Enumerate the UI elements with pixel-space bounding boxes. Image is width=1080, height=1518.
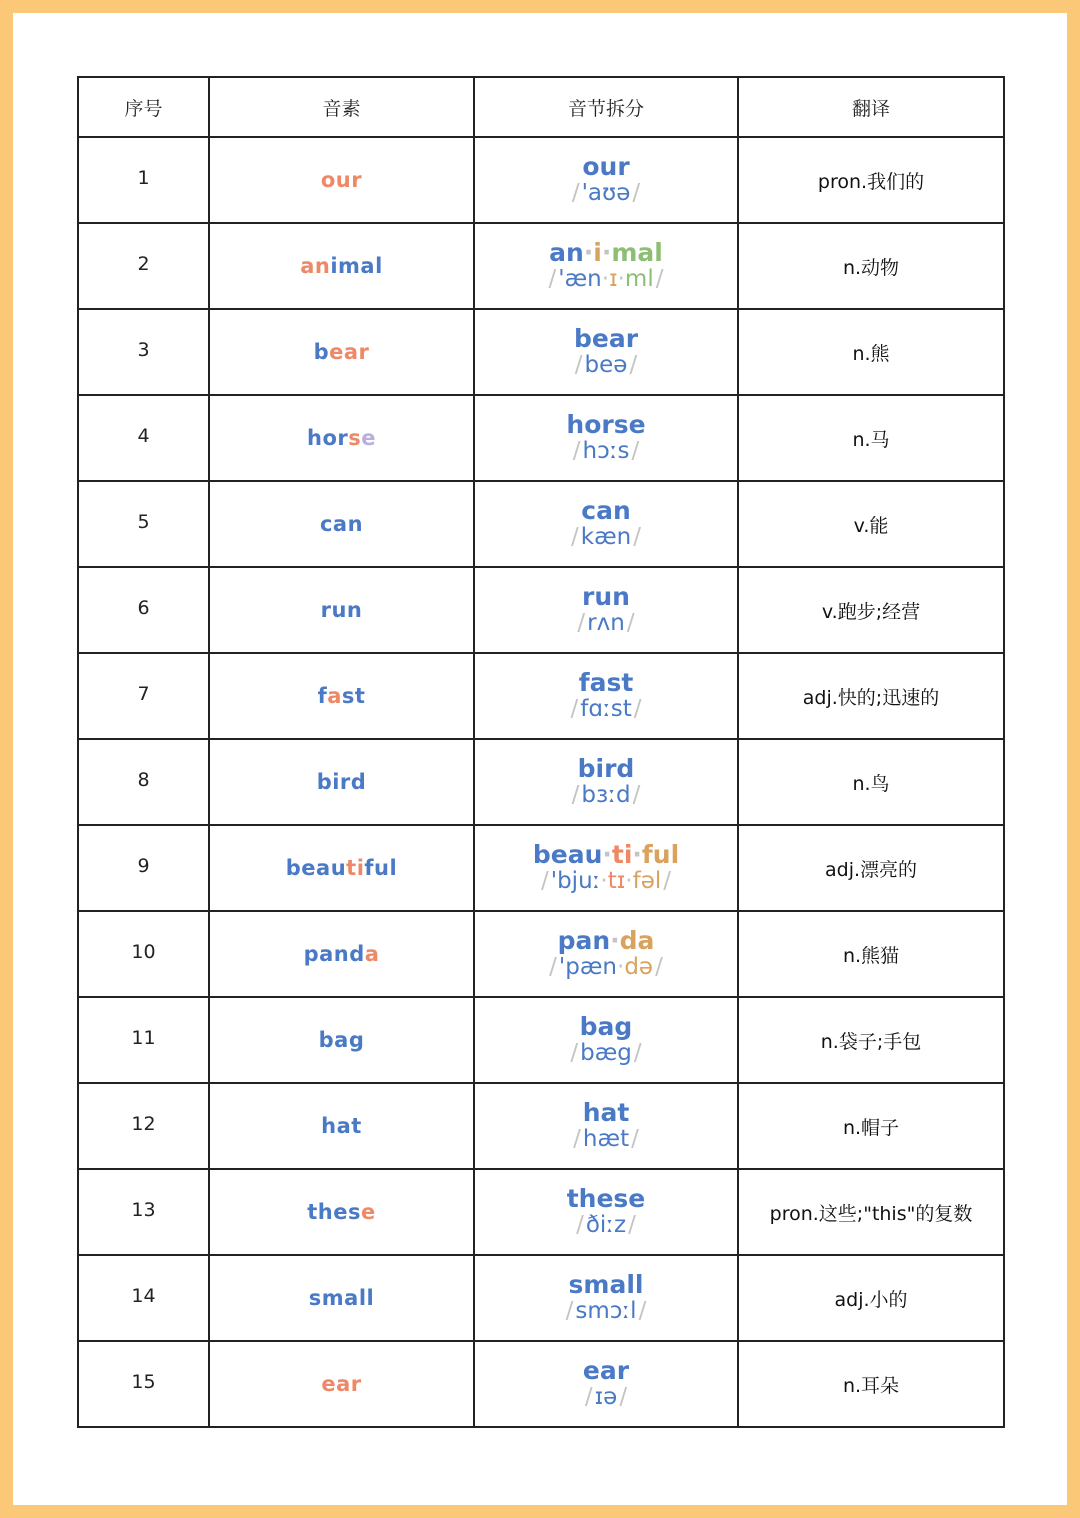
ipa-segment: smɔːl: [575, 1298, 637, 1325]
index-cell: [78, 997, 209, 1083]
ipa-slash: /: [628, 1212, 636, 1239]
syllable-split: [475, 1099, 737, 1153]
phoneme-segment: beau: [285, 856, 347, 880]
ipa-segment: ɪə: [594, 1384, 618, 1411]
phoneme-segment: a: [327, 684, 342, 708]
ipa-segment: ·: [617, 954, 625, 981]
table-row: [78, 653, 1004, 739]
syllable-cell: [474, 137, 738, 223]
ipa-segment: ðiːz: [585, 1212, 627, 1239]
phoneme-word: [317, 770, 367, 794]
syllable-segment: fast: [578, 668, 634, 698]
syllable-word: [475, 325, 737, 353]
row-number: 9: [137, 855, 150, 877]
row-number: 4: [137, 425, 150, 447]
row-number: 7: [137, 683, 150, 705]
ipa-segment: ɪ: [609, 266, 618, 293]
syllable-segment: ·: [601, 238, 612, 268]
syllable-split: [475, 841, 737, 895]
phonetic-transcription: [475, 1213, 737, 1239]
translation-cell: [738, 1341, 1004, 1427]
phoneme-segment: st: [341, 684, 366, 708]
phonetic-transcription: [475, 611, 737, 637]
table-row: [78, 309, 1004, 395]
ipa-slash: /: [570, 696, 579, 723]
syllable-cell: [474, 1169, 738, 1255]
syllable-segment: ful: [641, 840, 680, 870]
index-cell: [78, 825, 209, 911]
syllable-split: [475, 1271, 737, 1325]
syllable-word: [475, 239, 737, 267]
phoneme-word: [321, 1114, 362, 1138]
ipa-slash: /: [584, 1384, 593, 1411]
phoneme-word: [314, 340, 370, 364]
syllable-cell: [474, 653, 738, 739]
phoneme-word: [320, 512, 363, 536]
header-index: 序号: [78, 77, 209, 137]
phoneme-cell: [209, 1255, 474, 1341]
syllable-split: [475, 755, 737, 809]
header-translation: 翻译: [738, 77, 1004, 137]
ipa-slash: /: [565, 1298, 574, 1325]
syllable-cell: [474, 739, 738, 825]
syllable-segment: an: [549, 238, 584, 268]
row-number: 10: [131, 941, 156, 963]
ipa-segment: tɪ: [607, 868, 626, 895]
index-cell: [78, 1083, 209, 1169]
phoneme-cell: [209, 223, 474, 309]
ipa-segment: beə: [584, 352, 628, 379]
phoneme-segment: bag: [318, 1028, 365, 1052]
syllable-split: [475, 239, 737, 293]
ipa-segment: rʌn: [587, 610, 625, 637]
ipa-segment: 'bjuː: [550, 868, 601, 895]
phoneme-segment: small: [308, 1286, 375, 1310]
translation-text: n.熊猫: [842, 944, 900, 967]
phoneme-segment: an: [300, 254, 331, 278]
syllable-cell: [474, 309, 738, 395]
phonetic-transcription: [475, 267, 737, 293]
phonetic-transcription: [475, 955, 737, 981]
phoneme-cell: [209, 825, 474, 911]
index-cell: [78, 395, 209, 481]
syllable-segment: bird: [577, 754, 635, 784]
translation-text: n.熊: [852, 342, 890, 365]
row-number: 15: [131, 1371, 156, 1393]
phoneme-segment: f: [317, 684, 328, 708]
phonetic-transcription: [475, 439, 737, 465]
translation-text: n.鸟: [852, 772, 890, 795]
phoneme-segment: bird: [316, 770, 367, 794]
index-cell: [78, 567, 209, 653]
ipa-segment: kæn: [580, 524, 632, 551]
ipa-slash: /: [570, 1040, 579, 1067]
translation-text: pron.这些;"this"的复数: [769, 1202, 973, 1225]
syllable-segment: ·: [610, 926, 620, 956]
row-number: 2: [137, 253, 150, 275]
translation-text: pron.我们的: [817, 170, 925, 193]
index-cell: [78, 911, 209, 997]
row-number: 14: [131, 1285, 156, 1307]
syllable-word: [475, 1099, 737, 1127]
ipa-slash: /: [549, 954, 557, 981]
syllable-segment: ·: [602, 840, 612, 870]
syllable-cell: [474, 567, 738, 653]
phoneme-cell: [209, 137, 474, 223]
phoneme-segment: b: [313, 340, 330, 364]
index-cell: [78, 481, 209, 567]
translation-cell: [738, 911, 1004, 997]
syllable-split: [475, 153, 737, 207]
syllable-word: [475, 927, 737, 955]
row-number: 6: [137, 597, 150, 619]
syllable-segment: i: [593, 238, 602, 268]
table-row: [78, 481, 1004, 567]
syllable-split: [475, 583, 737, 637]
ipa-segment: ml: [624, 266, 654, 293]
ipa-segment: hɔːs: [582, 438, 630, 465]
syllable-cell: [474, 1083, 738, 1169]
phoneme-segment: run: [320, 598, 363, 622]
row-number: 3: [137, 339, 150, 361]
syllable-segment: da: [619, 926, 655, 956]
ipa-slash: /: [663, 868, 671, 895]
syllable-split: [475, 1185, 737, 1239]
translation-cell: [738, 739, 1004, 825]
table-row: [78, 739, 1004, 825]
ipa-slash: /: [655, 954, 663, 981]
ipa-slash: /: [571, 782, 580, 809]
syllable-segment: pan: [557, 926, 611, 956]
syllable-word: [475, 153, 737, 181]
phoneme-cell: [209, 395, 474, 481]
translation-cell: [738, 1083, 1004, 1169]
phoneme-word: [318, 684, 366, 708]
row-number: 8: [137, 769, 150, 791]
phoneme-segment: pand: [303, 942, 365, 966]
index-cell: [78, 223, 209, 309]
phoneme-segment: hat: [321, 1114, 362, 1138]
ipa-slash: /: [619, 1384, 628, 1411]
syllable-cell: [474, 1255, 738, 1341]
syllable-word: [475, 1357, 737, 1385]
ipa-segment: də: [624, 954, 654, 981]
translation-cell: [738, 223, 1004, 309]
translation-text: n.动物: [842, 256, 900, 279]
ipa-slash: /: [638, 1298, 647, 1325]
phoneme-cell: [209, 1341, 474, 1427]
ipa-segment: 'pæn: [558, 954, 618, 981]
syllable-segment: these: [566, 1184, 646, 1214]
ipa-slash: /: [626, 610, 635, 637]
phoneme-word: [300, 254, 383, 278]
syllable-word: [475, 1271, 737, 1299]
syllable-split: [475, 927, 737, 981]
ipa-segment: fɑːst: [580, 696, 632, 723]
table-body: [78, 137, 1004, 1427]
ipa-slash: /: [548, 266, 557, 293]
syllable-split: [475, 497, 737, 551]
translation-cell: [738, 481, 1004, 567]
vocabulary-table: [77, 76, 1005, 1428]
phoneme-cell: [209, 653, 474, 739]
phoneme-segment: ear: [321, 1372, 362, 1396]
index-cell: [78, 309, 209, 395]
table-row: [78, 395, 1004, 481]
phoneme-cell: [209, 567, 474, 653]
index-cell: [78, 1169, 209, 1255]
table-row: [78, 1341, 1004, 1427]
syllable-split: [475, 1013, 737, 1067]
table-row: [78, 911, 1004, 997]
syllable-cell: [474, 825, 738, 911]
ipa-slash: /: [573, 1126, 581, 1153]
phoneme-segment: can: [319, 512, 364, 536]
phonetic-transcription: [475, 1385, 737, 1411]
ipa-slash: /: [633, 696, 642, 723]
phoneme-cell: [209, 997, 474, 1083]
phoneme-segment: ful: [364, 856, 398, 880]
phoneme-cell: [209, 481, 474, 567]
phoneme-word: [321, 1372, 361, 1396]
phonetic-transcription: [475, 783, 737, 809]
translation-text: n.马: [852, 428, 890, 451]
translation-text: v.能: [853, 514, 889, 537]
syllable-cell: [474, 997, 738, 1083]
ipa-segment: 'aʊə: [581, 180, 631, 207]
syllable-word: [475, 755, 737, 783]
index-cell: [78, 137, 209, 223]
ipa-slash: /: [655, 266, 664, 293]
syllable-word: [475, 1185, 737, 1213]
ipa-slash: /: [631, 438, 640, 465]
syllable-split: [475, 669, 737, 723]
ipa-segment: hæt: [582, 1126, 630, 1153]
syllable-segment: bear: [573, 324, 639, 354]
ipa-slash: /: [631, 1126, 639, 1153]
phoneme-cell: [209, 739, 474, 825]
ipa-segment: 'æn: [558, 266, 602, 293]
table-row: [78, 825, 1004, 911]
ipa-segment: fəl: [632, 868, 662, 895]
translation-cell: [738, 653, 1004, 739]
ipa-slash: /: [577, 610, 586, 637]
ipa-slash: /: [632, 180, 641, 207]
syllable-segment: bag: [579, 1012, 633, 1042]
ipa-slash: /: [574, 352, 583, 379]
ipa-slash: /: [571, 524, 579, 551]
syllable-cell: [474, 395, 738, 481]
ipa-slash: /: [571, 180, 580, 207]
syllable-cell: [474, 223, 738, 309]
syllable-segment: small: [568, 1270, 644, 1300]
header-phoneme: 音素: [209, 77, 474, 137]
phoneme-segment: thes: [307, 1200, 361, 1224]
syllable-cell: [474, 911, 738, 997]
phoneme-cell: [209, 1083, 474, 1169]
ipa-slash: /: [632, 782, 641, 809]
header-row: [78, 77, 1004, 137]
syllable-segment: hat: [582, 1098, 630, 1128]
syllable-word: [475, 583, 737, 611]
syllable-cell: [474, 1341, 738, 1427]
syllable-segment: ·: [632, 840, 642, 870]
phonetic-transcription: [475, 525, 737, 551]
phoneme-word: [307, 1200, 375, 1224]
table-row: [78, 1083, 1004, 1169]
translation-cell: [738, 997, 1004, 1083]
ipa-slash: /: [633, 524, 641, 551]
phoneme-word: [321, 598, 363, 622]
table-row: [78, 1255, 1004, 1341]
translation-text: n.耳朵: [842, 1374, 900, 1397]
phonetic-transcription: [475, 1299, 737, 1325]
syllable-segment: ear: [582, 1356, 630, 1386]
row-number: 13: [131, 1199, 156, 1221]
phonetic-transcription: [475, 181, 737, 207]
index-cell: [78, 739, 209, 825]
row-number: 12: [131, 1113, 156, 1135]
syllable-segment: beau: [532, 840, 603, 870]
translation-text: adj.快的;迅速的: [802, 686, 940, 709]
phoneme-segment: ear: [329, 340, 370, 364]
syllable-word: [475, 1013, 737, 1041]
translation-cell: [738, 309, 1004, 395]
syllable-cell: [474, 481, 738, 567]
phoneme-segment: a: [364, 942, 380, 966]
phoneme-word: [309, 1286, 374, 1310]
index-cell: [78, 653, 209, 739]
phoneme-segment: e: [361, 426, 376, 450]
phoneme-word: [319, 1028, 365, 1052]
index-cell: [78, 1255, 209, 1341]
table-row: [78, 223, 1004, 309]
table-row: [78, 137, 1004, 223]
row-number: 1: [137, 167, 150, 189]
phoneme-word: [304, 942, 380, 966]
phoneme-segment: imal: [330, 254, 383, 278]
table-row: [78, 1169, 1004, 1255]
translation-text: v.跑步;经营: [821, 600, 921, 623]
translation-text: n.帽子: [842, 1116, 900, 1139]
header-syllable-split: 音节拆分: [474, 77, 738, 137]
syllable-word: [475, 497, 737, 525]
ipa-segment: ·: [617, 266, 625, 293]
ipa-segment: ·: [600, 868, 608, 895]
syllable-split: [475, 325, 737, 379]
translation-text: adj.小的: [834, 1288, 908, 1311]
table-row: [78, 997, 1004, 1083]
index-cell: [78, 1341, 209, 1427]
phonetic-transcription: [475, 697, 737, 723]
translation-cell: [738, 567, 1004, 653]
ipa-slash: /: [541, 868, 549, 895]
row-number: 5: [137, 511, 150, 533]
translation-text: n.袋子;手包: [820, 1030, 922, 1053]
syllable-word: [475, 841, 737, 869]
phonetic-transcription: [475, 1041, 737, 1067]
ipa-slash: /: [633, 1040, 642, 1067]
syllable-segment: run: [582, 582, 630, 612]
worksheet-page: [13, 13, 1067, 1505]
syllable-split: [475, 411, 737, 465]
syllable-split: [475, 1357, 737, 1411]
phoneme-segment: our: [320, 168, 363, 192]
ipa-slash: /: [572, 438, 581, 465]
syllable-segment: mal: [611, 238, 663, 268]
phoneme-cell: [209, 911, 474, 997]
phonetic-transcription: [475, 353, 737, 379]
syllable-segment: can: [581, 496, 631, 526]
phoneme-segment: s: [348, 426, 362, 450]
phoneme-word: [307, 426, 376, 450]
table-row: [78, 567, 1004, 653]
ipa-segment: ·: [625, 868, 633, 895]
phoneme-word: [321, 168, 362, 192]
translation-cell: [738, 395, 1004, 481]
ipa-slash: /: [576, 1212, 584, 1239]
ipa-segment: bæg: [580, 1040, 632, 1067]
phonetic-transcription: [475, 1127, 737, 1153]
row-number: 11: [131, 1027, 156, 1049]
translation-cell: [738, 1169, 1004, 1255]
translation-cell: [738, 1255, 1004, 1341]
syllable-segment: horse: [566, 410, 646, 440]
ipa-slash: /: [629, 352, 638, 379]
syllable-word: [475, 411, 737, 439]
phoneme-cell: [209, 309, 474, 395]
ipa-segment: bɜːd: [581, 782, 631, 809]
syllable-segment: ·: [583, 238, 594, 268]
phoneme-segment: hor: [307, 426, 349, 450]
phoneme-segment: ti: [346, 856, 365, 880]
translation-cell: [738, 137, 1004, 223]
phoneme-segment: e: [360, 1200, 376, 1224]
ipa-segment: ·: [601, 266, 610, 293]
phoneme-word: [286, 856, 397, 880]
syllable-segment: our: [582, 152, 630, 182]
phoneme-cell: [209, 1169, 474, 1255]
phonetic-transcription: [475, 869, 737, 895]
syllable-segment: ti: [611, 840, 633, 870]
translation-text: adj.漂亮的: [824, 858, 918, 881]
translation-cell: [738, 825, 1004, 911]
syllable-word: [475, 669, 737, 697]
